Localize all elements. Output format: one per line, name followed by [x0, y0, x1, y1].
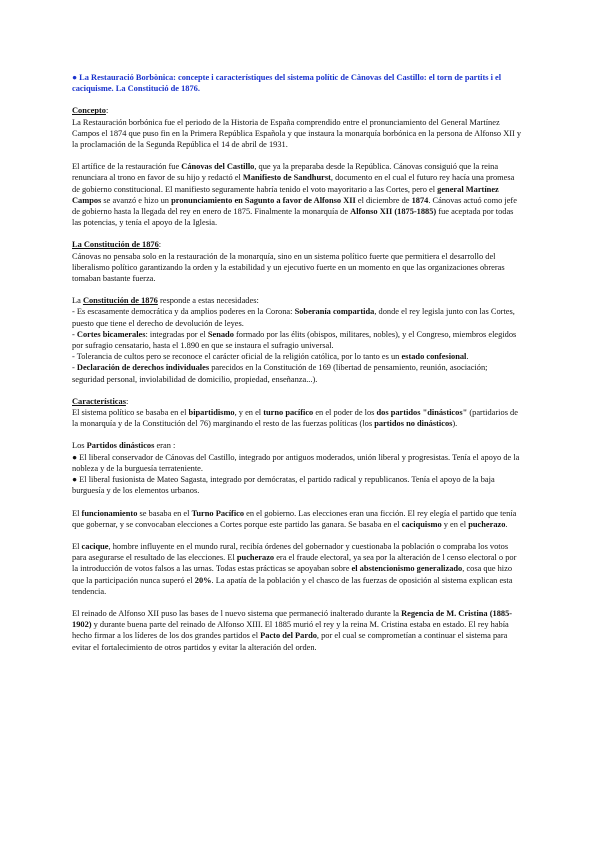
- concepto-paragraph-1: La Restauración borbónica fue el periodo de la Historia de España comprendido entre el pronunciamiento del General Martínez Campos el 1874 que puso fin en la Primera República Española y que instaura la monarquía borbónica en la persona de Alfonso XII y la proclamación de la Segunda República el 14 de abril de 1931.: [72, 117, 522, 150]
- partidos-dinasticos-list: Los Partidos dinásticos eran : ● El liberal conservador de Cánovas del Castillo, integrado por antiguos moderados, unión liberal y progresistas. Tenía el apoyo de la nobleza y de la burguesía terrateniente. ● El liberal fusionista de Mateo Sagasta, integrado por demócratas, el partido radical y republicanos. Tenía el apoyo de la baja burguesía y de los elementos urbanos.: [72, 441, 520, 496]
- caracteristicas-heading: Características: [72, 396, 126, 406]
- constitucion-section: La Constitución de 1876: Cánovas no pensaba solo en la restauración de la monarquía, sino en un sistema político fuerte que permitiera el desarrollo del liberalismo político garantizando la orden y la estabilidad y un ejecutivo fuerte en un momento en que las organizaciones obreras tomaban bastante fuerza.: [72, 240, 505, 284]
- funcionamiento-paragraph: El funcionamiento se basaba en el Turno Pacífico en el gobierno. Las elecciones eran una ficción. El rey elegía el partido que tenía que gobernar, y se convocaban elecciones a Cortes porque este partido las ganara. Se basaba en el caciquismo y en el pucherazo.: [72, 508, 517, 529]
- constitucion-heading: La Constitución de 1876: [72, 240, 159, 250]
- document-title: ● La Restauració Borbònica: concepte i característiques del sistema polític de Cànovas del Castillo: el torn de partits i el caciquisme. La Constitució de 1876.: [72, 73, 502, 94]
- concepto-paragraph-2: El artífice de la restauración fue Cánovas del Castillo, que ya la preparaba desde la República. Cánovas consiguió que la reina renunciara al trono en favor de su hijo y redactó el Manifiesto de Sandhurst, documento en el cual el futuro rey hacía una promesa de gobierno constitucional. El manifiesto seguramente habría tenido el voto mayoritario a las Cortes, pero el general Martínez Campos se avanzó e hizo un pronunciamiento en Sagunto a favor de Alfonso XII el diciembre de 1874. Cánovas actuó como jefe de gobierno hasta la llegada del rey en enero de 1875. Finalmente la monarquía de Alfonso XII (1875-1885) fue aceptada por todas las potencias, y tenía el apoyo de la Iglesia.: [72, 162, 517, 228]
- cacique-paragraph: El cacique, hombre influyente en el mundo rural, recibía órdenes del gobernador y cuestionaba la población o compraba los votos para asegurarse el resultado de las elecciones. El pucherazo era el fraude electoral, ya sea por la alteración de l censo electoral o por la introducción de votos falsos a las urnas. Todas estas prácticas se apoyaban sobre el abstencionismo generalizado, cosa que hizo que la participación nunca superó el 20%. La apatía de la población y el chasco de las fuerzas de oposición al sistema explican esta tendencia.: [72, 541, 517, 596]
- list-item: ● El liberal conservador de Cánovas del Castillo, integrado por antiguos moderados, unión liberal y progresistas. Tenía el apoyo de la nobleza y de la burguesía terrateniente.: [72, 452, 520, 473]
- document-page: [72, 72, 522, 664]
- regencia-paragraph: El reinado de Alfonso XII puso las bases de l nuevo sistema que permaneció inalterado durante la Regencia de M. Cristina (1885-1902) y durante buena parte del reinado de Alfonso XIII. El 1885 murió el rey y la reina M. Cristina estaba en estado. El rey había hecho firmar a los líderes de los dos grandes partidos el Pacto del Pardo, por el cual se comprometían a continuar el sistema para evitar el fortalecimiento de otros partidos y evitar la alteración del orden.: [72, 608, 513, 652]
- list-item: ● El liberal fusionista de Mateo Sagasta, integrado por demócratas, el partido radical y republicanos. Tenía el apoyo de la baja burguesía y de los elementos urbanos.: [72, 475, 495, 496]
- concepto-heading: Concepto: [72, 106, 106, 116]
- concepto-section: Concepto: La Restauración borbónica fue el periodo de la Historia de España comprendido entre el pronunciamiento del General Martínez Campos el 1874 que puso fin en la Primera República Española y que instaura la monarquía borbónica en la persona de Alfonso XII y la proclamación de la Segunda República el 14 de abril de 1931.: [72, 106, 522, 150]
- constitucion-paragraph-1: Cánovas no pensaba solo en la restauración de la monarquía, sino en un sistema político fuerte que permitiera el desarrollo del liberalismo político garantizando la orden y la estabilidad y un ejecutivo fuerte en un momento en que las organizaciones obreras tomaban bastante fuerza.: [72, 251, 505, 284]
- caracteristicas-section: Características: El sistema político se basaba en el bipartidismo, y en el turno pacífico en el poder de los dos partidos "dinásticos" (partidarios de la monarquía y de la Constitución del 76) marginando el resto de las fuerzas políticas (los partidos no dinásticos).: [72, 396, 518, 429]
- constitucion-list: La Constitución de 1876 responde a estas necesidades: - Es escasamente democrática y da amplios poderes en la Corona: Soberanía compartida, donde el rey legisla junto con las Cortes, puesto que tiene el derecho de devolución de leyes. - Cortes bicamerales: integradas por el Senado formado por las élits (obispos, militares, nobles), y el Congreso, miembros elegidos por sufragio censatario, hasta el 1.890 en que se instaura el sufragio universal. - Tolerancia de cultos pero se reconoce el carácter oficial de la religión católica, por lo tanto es un estado confesional. - Declaración de derechos individuales parecidos en la Constitución de 169 (libertad de pensamiento, reunión, asociación; seguridad personal, inviolabilidad de domicilio, propiedad, enseñanza...).: [72, 296, 517, 384]
